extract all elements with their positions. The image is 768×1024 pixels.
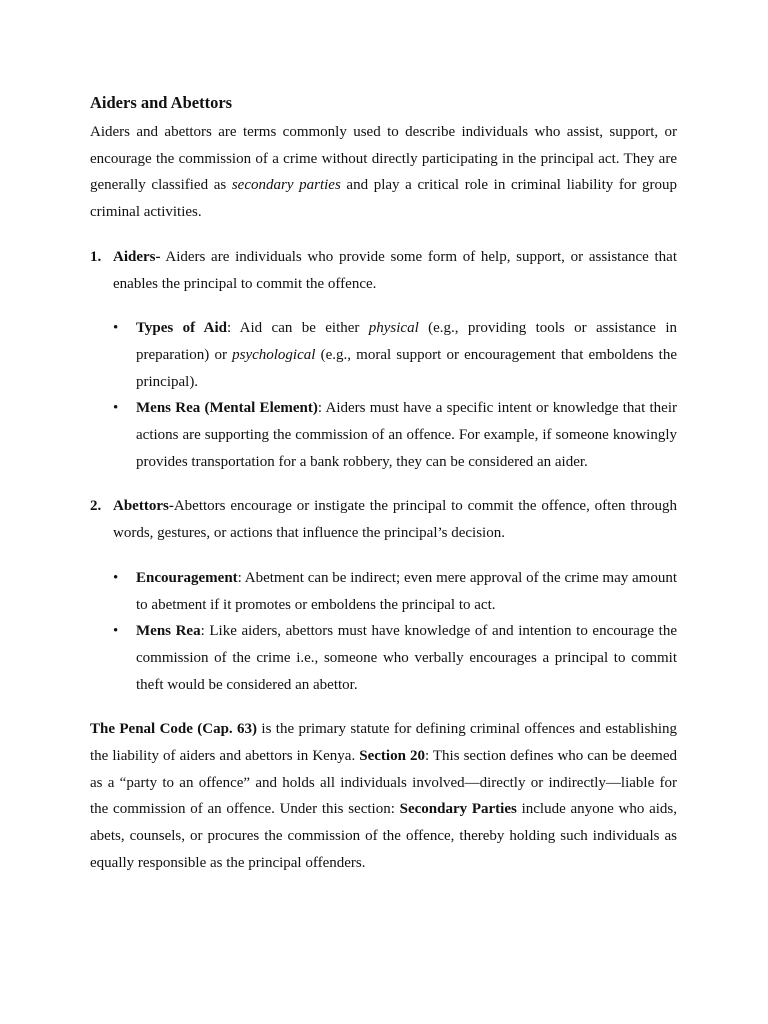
closing-paragraph: The Penal Code (Cap. 63) is the primary statute for defining criminal offences and establishing the liability of aiders and abettors in Kenya. Section 20: This section defines who can be deemed as a “party to an offence” and holds all individuals involved—directly or indirectly—liable for the commission of an offence. Under this section: Secondary Parties include anyone who aids, abets, counsels, or procures the commission of the offence, thereby holding such individuals as equally responsible as the principal offenders. [90, 721, 677, 871]
list-number: 2. [90, 498, 102, 515]
document-title: Aiders and Abettors [90, 93, 233, 112]
penal-code-reference: The Penal Code (Cap. 63) [90, 721, 258, 738]
secondary-parties-term: Secondary Parties [399, 801, 517, 818]
bullet-icon: • [113, 400, 119, 417]
document-page [90, 92, 677, 877]
bullet-types-of-aid: • Types of Aid: Aid can be either physical (e.g., providing tools or assistance in preparation) or psychological (e.g., moral support or encouragement that emboldens the principal). [113, 315, 677, 395]
list-number: 1. [90, 248, 102, 265]
term-aiders: Aiders- [113, 248, 161, 265]
bullet-encouragement: • Encouragement: Abetment can be indirect; even mere approval of the crime may amount to abetment if it promotes or emboldens the principal to act. [113, 565, 677, 618]
list-item-abettors: 2. Abettors-Abettors encourage or instigate the principal to commit the offence, often through words, gestures, or actions that influence the principal’s decision. • Encouragement: Abetment can be indirect; even mere approval of the crime may amount to abetment if it promotes or emboldens the principal to act. • Mens Rea: Like aiders, abettors must have knowledge of and intention to encourage the commission of the crime i.e., someone who verbally encourages a principal to commit theft would be considered an abettor. [90, 493, 677, 698]
bullet-icon: • [113, 320, 119, 337]
abettors-bullet-list [113, 565, 677, 699]
main-numbered-list [90, 244, 677, 699]
list-item-aiders: 1. Aiders- Aiders are individuals who provide some form of help, support, or assistance that enables the principal to commit the offence. • Types of Aid: Aid can be either physical (e.g., providing tools or assistance in preparation) or psychological (e.g., moral support or encouragement that emboldens the principal). • Mens Rea (Mental Element): Aiders must have a specific intent or knowledge that their actions are supporting the commission of an offence. For example, if someone knowingly provides transportation for a bank robbery, they can be considered an aider. [90, 244, 677, 476]
section-20-reference: Section 20 [359, 748, 425, 765]
bullet-icon: • [113, 623, 119, 640]
bullet-mens-rea-aiders: • Mens Rea (Mental Element): Aiders must have a specific intent or knowledge that their actions are supporting the commission of an offence. For example, if someone knowingly provides transportation for a bank robbery, they can be considered an aider. [113, 395, 677, 475]
intro-paragraph: Aiders and abettors are terms commonly used to describe individuals who assist, support, or encourage the commission of a crime without directly participating in the principal act. They are generally classified as secondary parties and play a critical role in criminal liability for group criminal activities. [90, 124, 677, 221]
aiders-bullet-list [113, 315, 677, 475]
secondary-parties-emphasis: secondary parties [231, 177, 341, 194]
term-abettors: Abettors- [113, 498, 174, 515]
bullet-mens-rea-abettors: • Mens Rea: Like aiders, abettors must have knowledge of and intention to encourage the commission of the crime i.e., someone who verbally encourages a principal to commit theft would be considered an abettor. [113, 618, 677, 698]
bullet-icon: • [113, 569, 119, 586]
